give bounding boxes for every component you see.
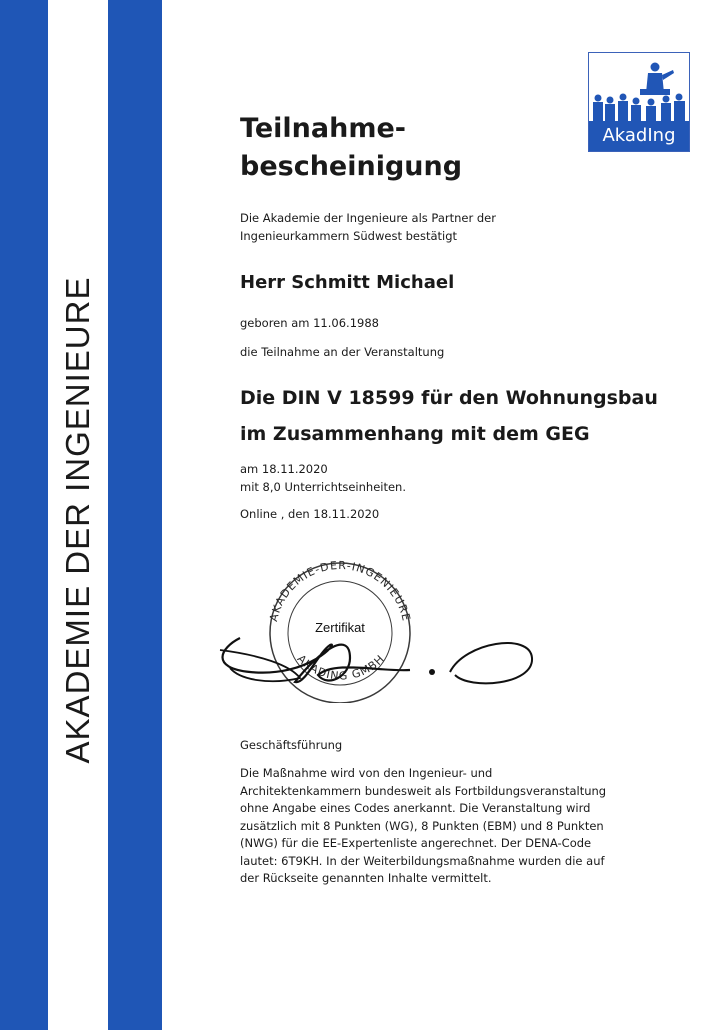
left-blue-band — [0, 0, 48, 1030]
lecture-audience-icon — [589, 53, 689, 121]
course-line-2: im Zusammenhang mit dem GEG — [240, 423, 590, 445]
date-line: am 18.11.2020 — [240, 462, 328, 476]
title-line-2: bescheinigung — [240, 151, 463, 182]
intro-text — [240, 209, 570, 245]
footer-line-1: Die Maßnahme wird von den Ingenieur- und — [240, 766, 493, 780]
certificate-title — [240, 110, 540, 186]
vertical-academy-name: AKADEMIE DER INGENIEURE — [59, 276, 96, 764]
akading-logo — [588, 52, 690, 152]
participant-name: Herr Schmitt Michael — [240, 272, 455, 293]
course-title — [240, 380, 710, 452]
participation-info: die Teilnahme an der Veranstaltung — [240, 345, 445, 359]
title-line-1: Teilnahme- — [240, 113, 406, 144]
course-line-1: Die DIN V 18599 für den Wohnungsbau — [240, 387, 658, 409]
footer-line-5: (NWG) für die EE-Expertenliste angerechnet. Der DENA-Code — [240, 836, 592, 850]
stamp-bottom-text: AKADING GMBH — [294, 652, 388, 683]
birth-info: geboren am 11.06.1988 — [240, 316, 379, 330]
location-date: Online , den 18.11.2020 — [240, 507, 380, 521]
footer-line-4: zusätzlich mit 8 Punkten (WG), 8 Punkten (EBM) und 8 Punkten — [240, 818, 604, 833]
intro-line-2: Ingenieurkammern Südwest bestätigt — [240, 229, 458, 243]
right-blue-band — [108, 0, 162, 1030]
footer-text — [240, 765, 620, 888]
footer-line-2: Architektenkammern bundesweit als Fortbildungsveranstaltung — [240, 783, 607, 798]
footer-line-6: lautet: 6T9KH. In der Weiterbildungsmaßnahme wurden die auf — [240, 853, 605, 868]
course-details — [240, 460, 406, 496]
signature-role: Geschäftsführung — [240, 738, 343, 752]
stamp-top-text: AKADEMIE-DER-INGENIEURE — [267, 558, 413, 623]
intro-line-1: Die Akademie der Ingenieure als Partner der — [240, 211, 496, 225]
units-line: mit 8,0 Unterrichtseinheiten. — [240, 480, 407, 494]
handwritten-signature — [200, 620, 540, 700]
footer-line-3: ohne Angabe eines Codes anerkannt. Die Veranstaltung wird — [240, 801, 591, 815]
footer-line-7: der Rückseite genannten Inhalte vermittelt. — [240, 871, 492, 885]
logo-text: AkadIng — [589, 121, 689, 151]
stamp-center-text: Zertifikat — [315, 620, 365, 635]
